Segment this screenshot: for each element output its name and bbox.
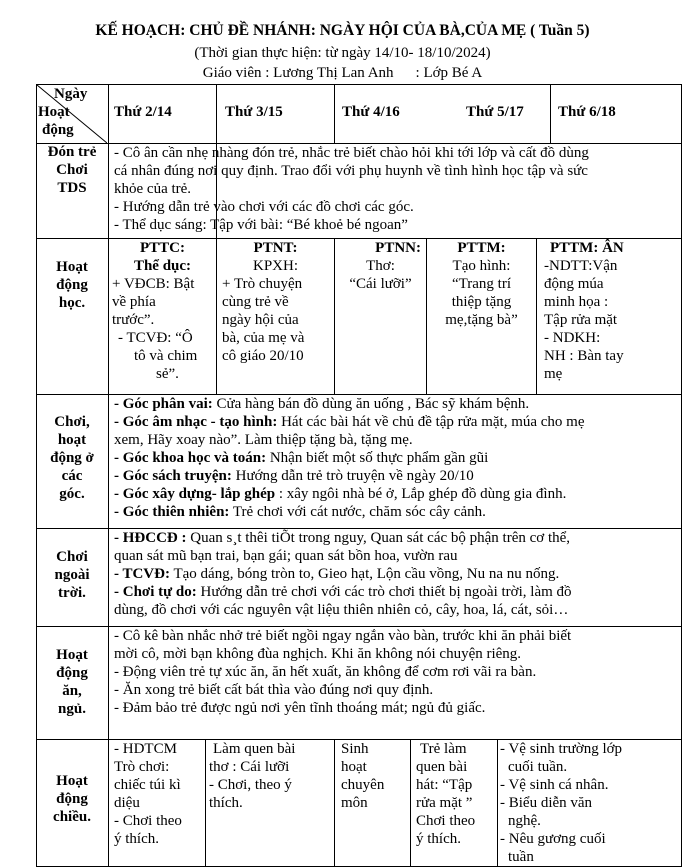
hoc-mon-cell: PTTC: Thể dục: + VĐCB: Bật về phía trước”. - TCVĐ: “Ô tô và chim sẻ”. (112, 240, 198, 382)
label-column-divider (108, 84, 109, 867)
row-label-don-tre: Đón trẻ Chơi TDS (47, 144, 97, 196)
row-label-chieu: Hoạt động chiều. (53, 773, 91, 825)
don-tre-content: - Cô ân cần nhẹ nhàng đón trẻ, nhắc trẻ biết chào hỏi khi tới lớp và cất đồ dùng cá nhân đúng nơi quy định. Trao đổi với phụ huynh về tình hình học tập và sức khỏe của trẻ. - Hướng dẫn trẻ vào chơi với các đồ chơi các góc. - Thể dục sáng: Tập với bài: “Bé khoẻ bé ngoan” (114, 145, 589, 233)
hoc-thu-cell: PTTM: Tạo hình: “Trang trí thiệp tặng mẹ,tặng bà” (445, 240, 518, 328)
column-divider (334, 238, 335, 395)
an-ngu-content: - Cô kê bàn nhắc nhở trẻ biết ngồi ngay ngắn vào bàn, trước khi ăn phải biết mời cô, mời bạn không đùa nghịch. Khi ăn không nói chuyện riêng. - Động viên trẻ tự xúc ăn, ăn hết xuất, ăn không để cơm rơi vãi ra bàn. - Ăn xong trẻ biết cất bát thìa vào đúng nơi quy định. - Đảm bảo trẻ được ngủ nơi yên tĩnh thoáng mát; ngủ đủ giấc. (114, 628, 572, 716)
column-divider (426, 238, 427, 395)
day-header-thu: Thứ 5/17 (466, 104, 524, 120)
day-header-wed: Thứ 4/16 (342, 104, 400, 120)
column-divider (216, 238, 217, 395)
column-divider (497, 739, 498, 867)
chieu-fri-cell: - Vệ sinh trường lớp cuối tuần. - Vệ sinh cá nhân. - Biểu diễn văn nghệ. - Nêu gương cuối tuần (500, 741, 623, 865)
hoc-fri-cell: PTTM: ÂN -NDTT:Vận động múa minh họa : Tập rửa mặt - NDKH: NH : Bàn tay mẹ (544, 240, 624, 382)
hoc-tue-cell: PTNT: KPXH: + Trò chuyện cùng trẻ về ngày hội của bà, của mẹ và cô giáo 20/10 (222, 240, 305, 364)
column-divider (536, 238, 537, 395)
class-name: : Lớp Bé A (415, 65, 483, 81)
row-label-an-ngu: Hoạt động ăn, ngủ. (56, 647, 88, 717)
table-border-top (36, 84, 682, 85)
choi-ngoai-troi-content: - HĐCCĐ : Quan s¸t thêi tiÕt trong nguy, Quan sát các bộ phận trên cơ thể, quan sát mũ bạn trai, bạn gái; quan sát bồn hoa, vườn rau - TCVĐ: Tạo dáng, bóng tròn to, Gieo hạt, Lộn cầu vồng, Nu na nu nống. - Chơi tự do: Hướng dẫn trẻ chơi với các trò chơi thiết bị ngoài trời, làm đồ dùng, đồ chơi với các nguyên vật liệu thiên nhiên cỏ, cây, hoa, lá, cát, sỏi… (114, 530, 572, 618)
column-divider (334, 739, 335, 867)
column-divider (205, 739, 206, 867)
table-border-right (681, 84, 682, 867)
day-header-mon: Thứ 2/14 (114, 104, 172, 120)
column-divider (410, 739, 411, 867)
row-label-hoat-dong-hoc: Hoạt động học. (56, 259, 88, 311)
time-range: (Thời gian thực hiện: từ ngày 14/10- 18/10/2024) (194, 45, 491, 61)
day-header-tue: Thứ 3/15 (225, 104, 283, 120)
hoc-wed-cell: PTNN: Thơ: “Cái lưỡi” (349, 240, 421, 292)
chieu-mon-cell: - HDTCM Trò chơi: chiếc túi kì diệu - Chơi theo ý thích. (114, 741, 182, 847)
chieu-tue-cell: Làm quen bài thơ : Cái lưỡi - Chơi, theo ý thích. (209, 741, 296, 811)
day-header-fri: Thứ 6/18 (558, 104, 616, 120)
column-divider (550, 84, 551, 143)
page-title: KẾ HOẠCH: CHỦ ĐỀ NHÁNH: NGÀY HỘI CỦA BÀ,CỦA MẸ ( Tuần 5) (95, 22, 590, 39)
row-label-choi-ngoai-troi: Chơi ngoài trời. (54, 549, 90, 601)
teacher-name: Giáo viên : Lương Thị Lan Anh (202, 65, 394, 81)
choi-goc-content: - Góc phân vai: Cửa hàng bán đồ dùng ăn uống , Bác sỹ khám bệnh. - Góc âm nhạc - tạo hình: Hát các bài hát về chủ đề tập rửa mặt, múa cho mẹ xem, Hãy xoay nào”. Làm thiệp tặng bà, tặng mẹ. - Góc khoa học và toán: Nhận biết một số thực phẩm gần gũi - Góc sách truyện: Hướng dẫn trẻ trò truyện về ngày 20/10 - Góc xây dựng- lắp ghép : xây ngôi nhà bé ở, Lắp ghép đồ dùng gia đình. - Góc thiên nhiên: Trẻ chơi với cát nước, chăm sóc cây cảnh. (114, 396, 585, 520)
chieu-wed-cell: Sinh hoạt chuyên môn (341, 741, 385, 811)
column-divider (334, 84, 335, 143)
chieu-thu-cell: Trẻ làm quen bài hát: “Tập rửa mặt ” Chơi theo ý thích. (416, 741, 476, 847)
corner-top-label: Ngày (54, 86, 88, 102)
corner-left-label: Hoạt động (38, 104, 74, 138)
row-label-choi-goc: Chơi, hoạt động ở các góc. (50, 414, 94, 502)
